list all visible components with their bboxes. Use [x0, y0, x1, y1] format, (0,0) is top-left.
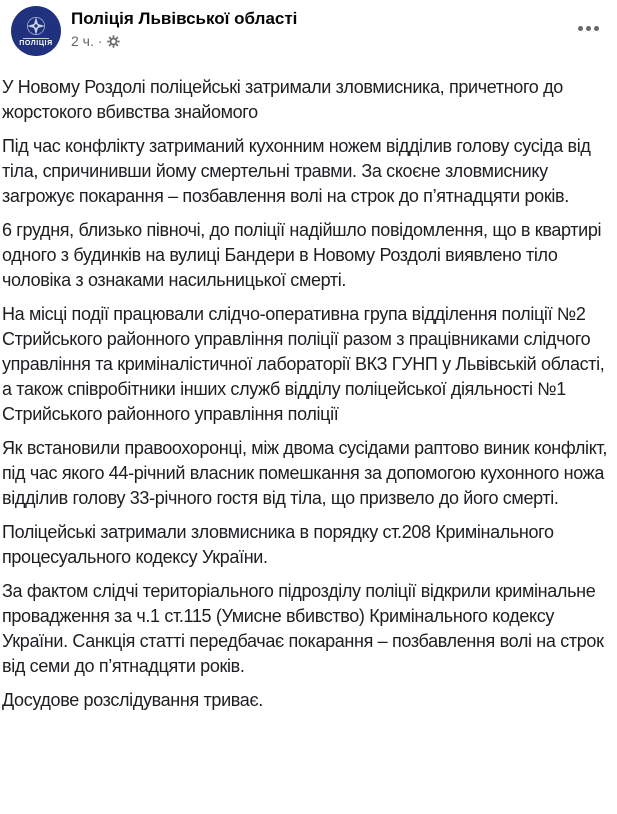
post-paragraph: Як встановили правоохоронці, між двома сусідами раптово виник конфлікт, під час якого 44-річний власник помешкання за допомогою кухонного ножа відділив голову 33-річного гостя від тіла, що призвело до його смерті.	[2, 438, 607, 508]
post-header	[0, 0, 617, 62]
post-headline-paragraph: У Новому Роздолі поліцейські затримали зловмисника, причетного до жорстокого вбивства знайомого	[2, 77, 563, 122]
meta-separator: ·	[97, 33, 103, 49]
ellipsis-dot	[578, 26, 583, 31]
page-name-link[interactable]: Поліція Львівської області	[71, 9, 298, 28]
avatar-subtext-line	[23, 38, 49, 39]
avatar-label: ПОЛІЦІЯ	[19, 39, 53, 47]
post-paragraph: На місці події працювали слідчо-оперативна група відділення поліції №2 Стрийського районного управління поліції разом з працівниками слідчого управління та криміналістичної лабораторії ВКЗ ГУНП у Львівській області, а також співробітники інших служб відділу поліцейської діяльності №1 Стрийського районного управління поліції	[2, 304, 605, 424]
post-text	[0, 62, 617, 713]
ellipsis-dot	[586, 26, 591, 31]
post-paragraph: Досудове розслідування триває.	[2, 690, 263, 710]
post-meta	[71, 33, 297, 49]
ellipsis-dot	[594, 26, 599, 31]
post-paragraph: Під час конфлікту затриманий кухонним ножем відділив голову сусіда від тіла, спричинивши йому смертельні травми. За скоєне зловмиснику загрожує покарання – позбавлення волі на строк до п’ятнадцяти років.	[2, 136, 591, 206]
post-paragraph: Поліцейські затримали зловмисника в порядку ст.208 Кримінального процесуального кодексу України.	[2, 522, 554, 567]
post-paragraph: За фактом слідчі територіального підрозділу поліції відкрили кримінальне провадження за ч.1 ст.115 (Умисне вбивство) Кримінального кодексу України. Санкція статті передбачає покарання – позбавлення волі на строк від семи до п’ятнадцяти років.	[2, 581, 604, 676]
header-info	[71, 6, 297, 49]
post-paragraph: 6 грудня, близько півночі, до поліції надійшло повідомлення, що в квартирі одного з будинків на вулиці Бандери в Новому Роздолі виявлено тіло чоловіка з ознаками насильницької смерті.	[2, 220, 602, 290]
avatar[interactable]	[11, 6, 61, 56]
more-options-button[interactable]	[576, 18, 601, 39]
privacy-gear-icon	[107, 35, 120, 48]
timestamp-link[interactable]: 2 ч.	[71, 33, 94, 49]
police-star-emblem-icon	[26, 16, 46, 36]
